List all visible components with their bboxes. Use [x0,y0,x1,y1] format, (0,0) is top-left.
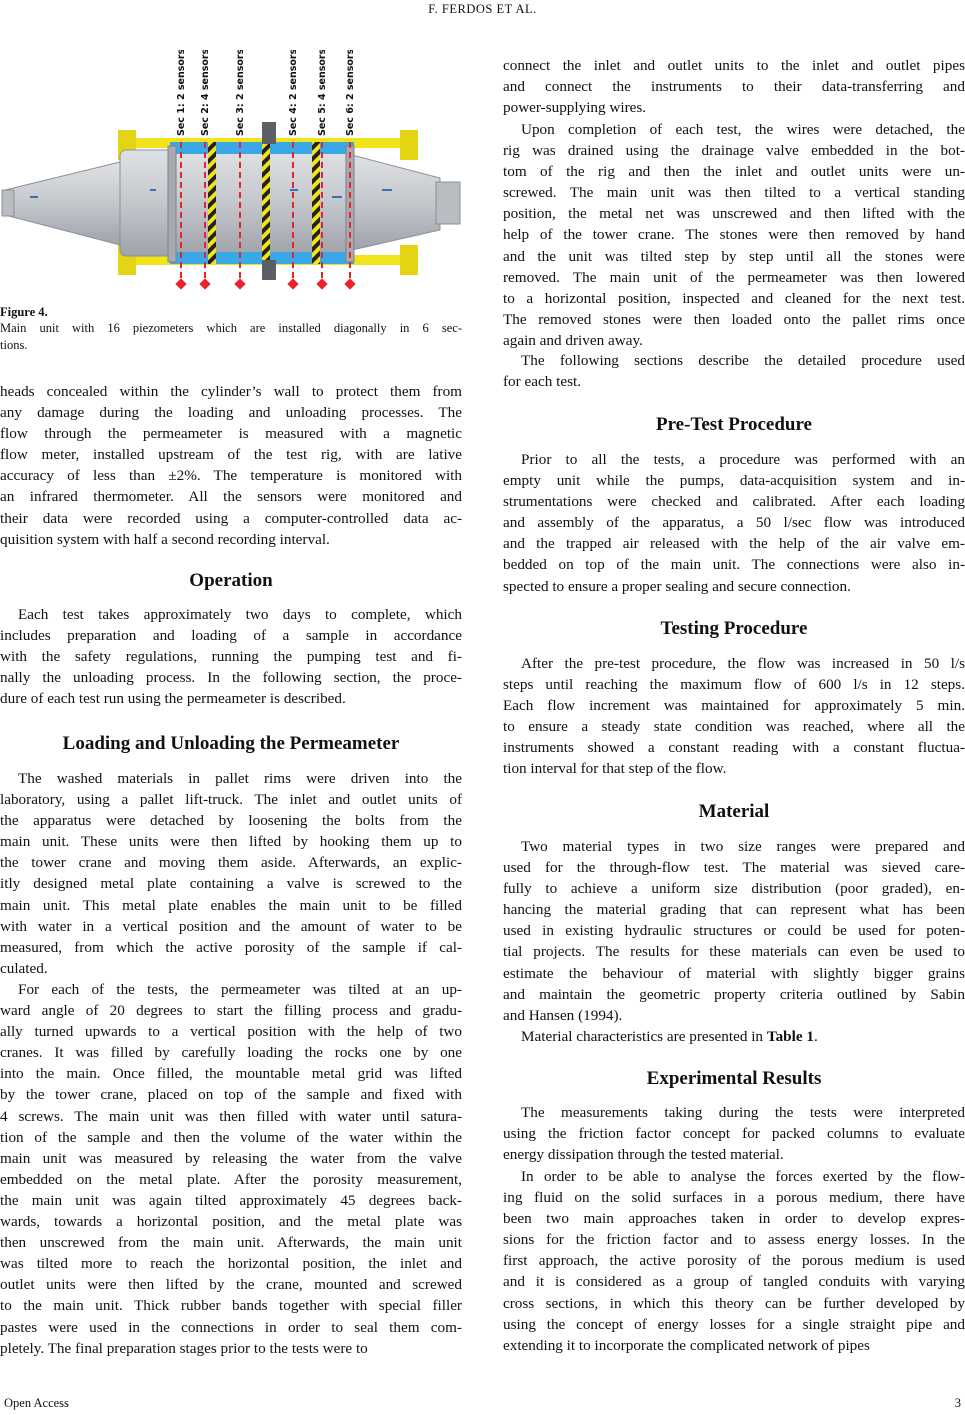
text-line: cranes. It was filled by carefully loading the rocks one by one [0,1044,462,1062]
text-line: heads concealed within the cylinder’s wall to protect them from [0,383,462,400]
text-line: The washed materials in pallet rims were driven into the [18,770,462,787]
table-reference: Material characteristics are presented in Table 1. [521,1028,818,1045]
text-line: an infrared thermometer. All the sensors were monitored and [0,488,462,506]
flange-left [168,146,176,262]
text-line: fully to achieve a uniform size distribution (poor graded), en- [503,880,965,898]
text-line: main unit. These units were then lifted by hooking them up to [0,833,462,851]
outlet-pipe [436,182,460,224]
text-line: The measurements taking during the tests were interpreted [521,1104,965,1121]
text-line: tion of the sample and then the volume of the water within the [0,1128,462,1146]
heading-loading: Loading and Unloading the Permeameter [62,733,400,754]
text-line: measured, from which the active porosity of the sample if cal- [0,938,462,956]
section-label: Sec 3: 2 sensors [235,50,246,136]
text-line: removed. The main unit of the permeameter was then lowered [503,268,965,286]
text-line: tial projects. The results for these materials can even be used to [503,943,965,961]
left-p1 [0,381,462,550]
text-line: instruments showed a constant reading with a constant fluctua- [503,739,965,757]
right-p6 [503,836,965,1026]
right-p9 [503,1166,965,1356]
text-line: using the friction factor concept for packed columns to evaluate [503,1125,965,1143]
inlet-cone [5,162,120,245]
text-line: rig was drained using the drainage valve embedded in the bot- [503,142,965,160]
text-line: to the main unit. Thick rubber bands together with special filler [0,1297,462,1315]
text-line: Upon completion of each test, the wires were detached, the [521,121,965,138]
text-line: and assembly of the apparatus, a 50 l/sec flow was introduced [503,514,965,532]
sensor-marker [234,278,245,289]
heading-results: Experimental Results [646,1068,822,1089]
sensor-marker [199,278,210,289]
text-line: into the main. Once filled, the mountable metal grid was lifted [0,1065,462,1083]
air-valve [262,122,276,144]
text-line: the tower crane and moving them aside. Afterwards, an explic- [0,854,462,872]
hazard-band [208,142,216,264]
text-line: been two main approaches taken in order to develop expres- [503,1210,965,1228]
text-line: steps until reaching the maximum flow of 600 l/s in 12 steps. [503,676,965,694]
text-line: culated. [0,959,48,977]
text-line: and the unit was tilted step by step until all the stones were [503,247,965,265]
text-line: pastes were used in the connections in order to seal them com- [0,1318,462,1336]
text-line: with water in a vertical position and the amount of water to be [0,917,462,935]
sensor-marker [175,278,186,289]
text-line: and the trapped air released with the help of the air valve em- [503,535,965,553]
text-line: and it is considered as a group of tangled conduits with varying [503,1273,965,1291]
text-line: In order to be able to analyse the forces exerted by the flow- [521,1168,965,1185]
text-line: used in existing hydraulic structures or could be used for poten- [503,922,965,940]
text-line: again and driven away. [503,331,643,349]
text-line: with the safety regulations, running the pumping test and fi- [0,648,462,666]
text-line: for each test. [503,373,582,391]
text-line: The following sections describe the detailed procedure used [521,352,965,369]
text-line: by the tower crane, placed on top of the sample and fixed with [0,1086,462,1104]
figure-label: Figure 4. [0,305,48,319]
text-line: strumentations were checked and calibrated. After each loading [503,493,965,511]
text-line: spected to ensure a proper sealing and secure connection. [503,577,851,595]
text-line: position, the metal net was unscrewed and then lifted with the [503,205,965,223]
left-p2 [0,604,462,709]
text-line: using the concept of energy losses for a single straight pipe and [503,1315,965,1333]
right-p5 [503,653,965,780]
text-line: quisition system with half a second recording interval. [0,530,330,548]
text-line: and maintain the geometric property criteria outlined by Sabin [503,985,965,1003]
text-line: itly designed metal plate containing a valve is screwed to the [0,875,462,893]
text-line: extending it to incorporate the complicated network of pipes [503,1336,870,1354]
page-number: 3 [954,1396,961,1410]
text-line: tion interval for that step of the flow. [503,760,727,778]
text-line: For each of the tests, the permeameter was tilted at an up- [18,981,462,998]
text-line: includes preparation and loading of a sample in accordance [0,627,462,645]
figure-4-diagram [0,50,462,300]
text-line: dure of each test run using the permeameter is described. [0,690,346,708]
right-p1 [503,55,965,118]
text-line: their data were recorded using a computer-controlled data ac- [0,509,462,527]
text-line: After the pre-test procedure, the flow was increased in 50 l/s [521,655,965,672]
text-line: ally turned upwards to a vertical position with the help of two [0,1023,462,1041]
outlet-cone [352,155,440,250]
text-line: ing fluid on the solid surfaces in a porous medium, there have [503,1189,965,1207]
section-label: Sec 6: 2 sensors [345,50,356,136]
permeameter-illustration [0,50,462,300]
section-label: Sec 2: 4 sensors [200,50,211,136]
text-line: pletely. The final preparation stages prior to the tests were to [0,1339,368,1357]
sensor-marker [316,278,327,289]
text-line: was tilted more to reach the horizontal position, the inlet and [0,1255,462,1273]
text-line: bedded on top of the main unit. The connections were also in- [503,556,965,574]
frame-post [400,130,418,160]
text-line: Each test takes approximately two days to complete, which [18,606,462,623]
inlet-pipe [2,190,14,216]
text-line: tom of the rig and then the inlet and outlet units were un- [503,163,965,181]
text-line: and Hansen (1994). [503,1006,623,1024]
text-line: energy dissipation through the tested material. [503,1146,784,1164]
running-header: F. FERDOS ET AL. [428,2,537,16]
heading-material: Material [698,801,770,822]
text-line: to a horizontal position, inspected and cleaned for the next test. [503,289,965,307]
right-p2 [503,119,965,351]
text-line: flow through the permeameter is measured with a magnetic [0,425,462,443]
text-line: outlet units were then lifted by the crane, mounted and screwed [0,1276,462,1294]
right-p8 [503,1102,965,1165]
text-line: screwed. The main unit was then tilted to a vertical standing [503,184,965,202]
text-line: 4 screws. The main unit was then filled with water until satura- [0,1107,462,1125]
text-line: cross sections, in which this theory can be further developed by [503,1294,965,1312]
text-line: The removed stones were then loaded onto the pallet rims once [503,310,965,328]
text-line: Prior to all the tests, a procedure was performed with an [521,451,965,468]
section-label: Sec 5: 4 sensors [317,50,328,136]
drain-valve [262,260,276,280]
section-label: Sec 4: 2 sensors [288,50,299,136]
footer-open-access: Open Access [4,1396,69,1410]
text-line: hancing the material grading that can represent what has been [503,901,965,919]
text-line: main unit. This metal plate enables the main unit to be filled [0,896,462,914]
text-line: any damage during the loading and unloading processes. The [0,404,462,422]
heading-pretest: Pre-Test Procedure [655,414,812,435]
text-line: embedded on the metal plate. After the porosity measurement, [0,1170,462,1188]
text-line: to ensure a steady state condition was reached, where all the [503,718,965,736]
text-line: Two material types in two size ranges were prepared and [521,838,965,855]
frame-post [400,245,418,275]
text-line: ward angle of 20 degrees to start the filling process and gradu- [0,1002,462,1020]
hazard-band [312,142,320,264]
right-p4 [503,449,965,597]
table-1-link: Table 1 [766,1028,814,1045]
text-line: connect the inlet and outlet units to the inlet and outlet pipes [503,57,965,74]
text-line: main unit was measured by releasing the water from the valve [0,1149,462,1167]
text-line: used for the through-flow test. The material was sieved care- [503,859,965,877]
text-line: the apparatus were detached by loosening the bolts from the [0,812,462,830]
text-line: estimate the behaviour of material with slightly bigger grains [503,964,965,982]
left-p3 [0,768,462,979]
figure-caption: Main unit with 16 piezometers which are installed diagonally in 6 sec- tions. [0,321,462,352]
text-line: laboratory, using a pallet lift-truck. The inlet and outlet units of [0,791,462,809]
text-line: power-supplying wires. [503,99,647,117]
text-line: sions for the friction factor and to assess energy losses. In the [503,1231,965,1249]
text-line: Each flow increment was maintained for approximately 5 min. [503,697,965,715]
left-p4 [0,979,462,1359]
hazard-band [262,142,270,264]
text-line: and connect the instruments to their data-transferring and [503,78,965,96]
text-line: the main unit was again tilted approximately 45 degrees back- [0,1191,462,1209]
text-line: flow meter, installed upstream of the test rig, with are lative [0,446,462,464]
heading-operation: Operation [189,570,273,591]
right-p3 [503,350,965,392]
text-line: first approach, the active porosity of the porous medium is used [503,1252,965,1270]
heading-testing: Testing Procedure [660,618,808,639]
text-line: help of the tower crane. The stones were then removed by hand [503,226,965,244]
sensor-marker [344,278,355,289]
text-line: empty unit while the pumps, data-acquisition system and in- [503,472,965,490]
text-line: nally the unloading process. In the following section, the proce- [0,669,462,687]
text-line: then unscrewed from the main unit. Afterwards, the main unit [0,1234,462,1252]
text-line: accuracy of less than ±2%. The temperature is monitored with [0,467,462,485]
section-label: Sec 1: 2 sensors [176,50,187,136]
sensor-marker [287,278,298,289]
text-line: wards, towards a horizontal position, and the metal plate was [0,1213,462,1231]
